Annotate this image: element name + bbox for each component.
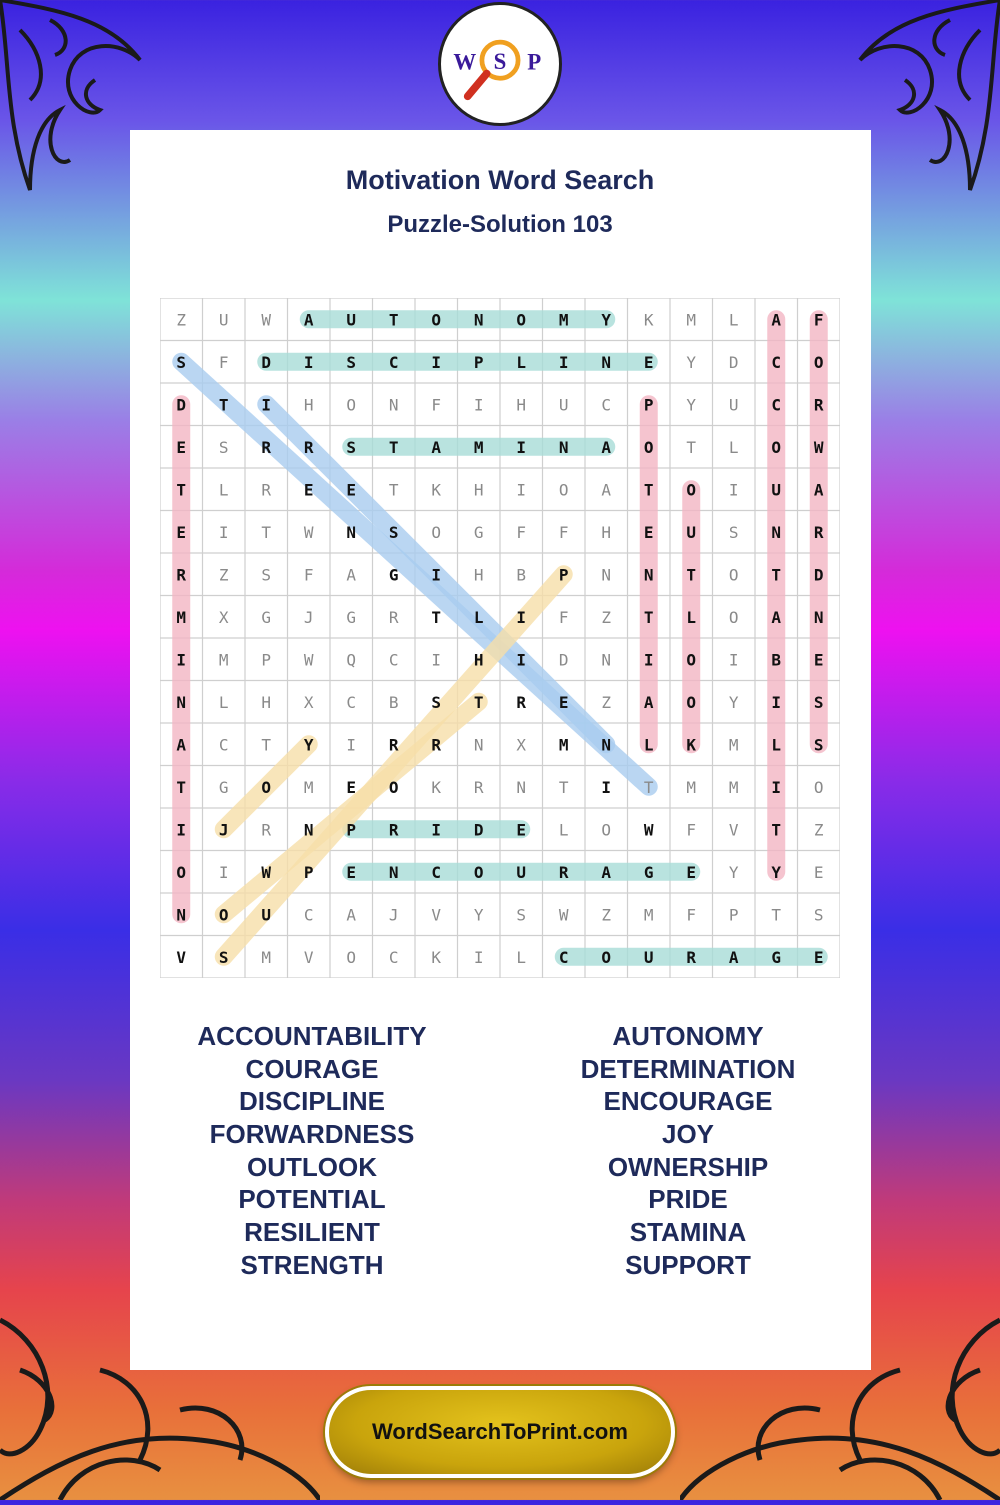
grid-cell-letter[interactable]: N — [601, 352, 612, 372]
grid-cell-letter[interactable]: D — [261, 352, 272, 372]
word-list-item: POTENTIAL — [238, 1184, 386, 1215]
grid-cell-letter[interactable]: W — [303, 650, 314, 670]
grid-cell-letter[interactable]: W — [558, 905, 569, 925]
grid-cell-letter[interactable]: A — [601, 437, 612, 457]
word-list-item: ACCOUNTABILITY — [197, 1021, 427, 1051]
word-list-item: JOY — [661, 1119, 715, 1150]
grid-cell-letter[interactable]: E — [346, 862, 357, 882]
grid-cell-letter[interactable]: L — [686, 607, 697, 627]
grid-cell-letter[interactable]: P — [728, 905, 739, 925]
grid-cell-letter[interactable]: T — [643, 480, 654, 500]
grid-cell-letter[interactable]: L — [473, 607, 484, 627]
word-list-item: DETERMINATION — [580, 1053, 796, 1084]
grid-cell-letter[interactable]: I — [771, 692, 782, 712]
grid-cell-letter[interactable]: V — [303, 947, 314, 967]
grid-cell-letter[interactable]: O — [218, 905, 229, 925]
grid-cell-letter[interactable]: E — [643, 352, 654, 372]
grid-cell-letter[interactable]: Y — [686, 352, 697, 372]
grid-cell-letter[interactable]: A — [813, 480, 824, 500]
grid-cell-letter[interactable]: M — [176, 607, 187, 627]
grid-cell-letter[interactable]: N — [516, 777, 527, 797]
grid-cell-letter[interactable]: G — [473, 522, 484, 542]
grid-cell-letter[interactable]: M — [473, 437, 484, 457]
grid-cell-letter[interactable]: S — [516, 905, 527, 925]
grid-cell-letter[interactable]: T — [771, 820, 782, 840]
grid-cell-letter[interactable]: H — [261, 692, 272, 712]
grid-cell-letter[interactable]: N — [473, 735, 484, 755]
grid-cell-letter[interactable]: T — [388, 310, 399, 330]
grid-cell-letter[interactable]: Z — [176, 310, 187, 330]
grid-cell-letter[interactable]: A — [643, 692, 654, 712]
grid-cell-letter[interactable]: E — [558, 692, 569, 712]
grid-cell-letter[interactable]: X — [218, 607, 229, 627]
grid-cell-letter[interactable]: R — [558, 862, 569, 882]
word-list-item: COURAGE — [245, 1053, 379, 1084]
grid-cell-letter[interactable]: E — [303, 480, 314, 500]
grid-cell-letter[interactable]: D — [473, 820, 484, 840]
grid-cell-letter[interactable]: Z — [601, 905, 612, 925]
grid-cell-letter[interactable]: O — [516, 310, 527, 330]
grid-cell-letter[interactable]: M — [643, 905, 654, 925]
grid-cell-letter[interactable]: L — [728, 437, 739, 457]
page-title: Motivation Word Search — [345, 165, 655, 195]
grid-cell-letter[interactable]: P — [558, 565, 569, 585]
page-subtitle: Puzzle-Solution 103 — [387, 211, 613, 238]
grid-cell-letter[interactable]: X — [303, 692, 314, 712]
grid-cell-letter[interactable]: T — [261, 735, 272, 755]
grid-cell-letter[interactable]: T — [686, 437, 697, 457]
grid-cell-letter[interactable]: U — [346, 310, 357, 330]
svg-text:S: S — [493, 48, 507, 74]
grid-cell-letter[interactable]: L — [728, 310, 739, 330]
grid-cell-letter[interactable]: R — [813, 395, 824, 415]
grid-cell-letter[interactable]: M — [303, 777, 314, 797]
grid-cell-letter[interactable]: F — [686, 905, 697, 925]
grid-cell-letter[interactable]: S — [813, 735, 824, 755]
word-list-item: DISCIPLINE — [239, 1086, 385, 1117]
grid-cell-letter[interactable]: J — [303, 607, 314, 627]
grid-cell-letter[interactable]: C — [346, 692, 357, 712]
grid-cell-letter[interactable]: I — [728, 650, 739, 670]
grid-cell-letter[interactable]: C — [218, 735, 229, 755]
grid-cell-letter[interactable]: I — [431, 565, 442, 585]
grid-cell-letter[interactable]: V — [176, 947, 187, 967]
svg-text:W: W — [453, 49, 477, 75]
grid-cell-letter[interactable]: Y — [771, 862, 782, 882]
grid-cell-letter[interactable]: I — [516, 650, 527, 670]
grid-cell-letter[interactable]: E — [346, 777, 357, 797]
grid-cell-letter[interactable]: Y — [728, 862, 739, 882]
grid-cell-letter[interactable]: K — [686, 735, 697, 755]
grid-cell-letter[interactable]: R — [261, 820, 272, 840]
grid-cell-letter[interactable]: S — [218, 947, 229, 967]
grid-cell-letter[interactable]: T — [771, 905, 782, 925]
grid-cell-letter[interactable]: L — [218, 480, 229, 500]
grid-cell-letter[interactable]: T — [686, 565, 697, 585]
grid-cell-letter[interactable]: R — [303, 437, 314, 457]
svg-text:P: P — [527, 49, 542, 75]
grid-cell-letter[interactable]: M — [686, 310, 697, 330]
grid-cell-letter[interactable]: T — [473, 692, 484, 712]
grid-cell-letter[interactable]: W — [813, 437, 824, 457]
word-list-item: PRIDE — [648, 1184, 728, 1215]
grid-cell-letter[interactable]: L — [558, 820, 569, 840]
grid-cell-letter[interactable]: N — [601, 650, 612, 670]
grid-cell-letter[interactable]: Q — [346, 650, 357, 670]
grid-cell-letter[interactable]: A — [431, 437, 442, 457]
word-list-item: OUTLOOK — [247, 1151, 377, 1182]
grid-cell-letter[interactable]: N — [601, 565, 612, 585]
word-list-item: ENCOURAGE — [603, 1086, 773, 1117]
grid-cell-letter[interactable]: D — [813, 565, 824, 585]
grid-cell-letter[interactable]: O — [813, 777, 824, 797]
grid-cell-letter[interactable]: A — [346, 565, 357, 585]
grid-cell-letter[interactable]: S — [218, 437, 229, 457]
grid-cell-letter[interactable]: L — [218, 692, 229, 712]
grid-cell-letter[interactable]: F — [218, 352, 229, 372]
grid-cell-letter[interactable]: M — [558, 735, 569, 755]
grid-cell-letter[interactable]: C — [771, 352, 782, 372]
grid-cell-letter[interactable]: L — [643, 735, 654, 755]
grid-cell-letter[interactable]: T — [176, 480, 187, 500]
word-list-item: STAMINA — [629, 1217, 747, 1248]
grid-cell-letter[interactable]: M — [218, 650, 229, 670]
grid-cell-letter[interactable]: C — [303, 905, 314, 925]
grid-cell-letter[interactable]: H — [473, 480, 484, 500]
grid-cell-letter[interactable]: C — [431, 862, 442, 882]
grid-cell-letter[interactable]: H — [516, 395, 527, 415]
grid-cell-letter[interactable]: S — [813, 692, 824, 712]
grid-cell-letter[interactable]: R — [686, 947, 697, 967]
grid-cell-letter[interactable]: F — [558, 607, 569, 627]
grid-cell-letter[interactable]: G — [771, 947, 782, 967]
grid-cell-letter[interactable]: T — [261, 522, 272, 542]
grid-cell-letter[interactable]: F — [686, 820, 697, 840]
grid-cell-letter[interactable]: O — [558, 480, 569, 500]
grid-cell-letter[interactable]: I — [218, 862, 229, 882]
grid-cell-letter[interactable]: Y — [473, 905, 484, 925]
grid-cell-letter[interactable]: O — [771, 437, 782, 457]
grid-cell-letter[interactable]: N — [558, 437, 569, 457]
grid-cell-letter[interactable]: A — [771, 310, 782, 330]
grid-cell-letter[interactable]: I — [473, 947, 484, 967]
word-list-item: FORWARDNESS — [209, 1119, 415, 1150]
word-list-item: RESILIENT — [244, 1217, 380, 1248]
grid-cell-letter[interactable]: I — [303, 352, 314, 372]
grid-cell-letter[interactable]: T — [218, 395, 229, 415]
grid-cell-letter[interactable]: E — [813, 862, 824, 882]
grid-cell-letter[interactable]: W — [643, 820, 654, 840]
grid-cell-letter[interactable]: I — [601, 777, 612, 797]
grid-cell-letter[interactable]: I — [431, 650, 442, 670]
grid-cell-letter[interactable]: W — [261, 310, 272, 330]
grid-cell-letter[interactable]: I — [218, 522, 229, 542]
grid-cell-letter[interactable]: O — [728, 607, 739, 627]
grid-cell-letter[interactable]: Z — [601, 692, 612, 712]
grid-cell-letter[interactable]: N — [813, 607, 824, 627]
grid-cell-letter[interactable]: A — [601, 480, 612, 500]
grid-cell-letter[interactable]: I — [516, 480, 527, 500]
grid-cell-letter[interactable]: A — [346, 905, 357, 925]
grid-cell-letter[interactable]: R — [261, 437, 272, 457]
grid-cell-letter[interactable]: H — [473, 565, 484, 585]
grid-cell-letter[interactable]: N — [346, 522, 357, 542]
grid-cell-letter[interactable]: T — [388, 437, 399, 457]
grid-cell-letter[interactable]: F — [303, 565, 314, 585]
grid-cell-letter[interactable]: T — [643, 607, 654, 627]
grid-cell-letter[interactable]: U — [218, 310, 229, 330]
grid-cell-letter[interactable]: P — [473, 352, 484, 372]
website-link-button[interactable] — [325, 1386, 675, 1478]
grid-cell-letter[interactable]: R — [176, 565, 187, 585]
grid-cell-letter[interactable]: O — [431, 522, 442, 542]
grid-cell-letter[interactable]: A — [303, 310, 314, 330]
word-list-right — [508, 1020, 868, 1282]
word-list-item: AUTONOMY — [612, 1021, 764, 1051]
grid-cell-letter[interactable]: U — [643, 947, 654, 967]
grid-cell-letter[interactable]: O — [643, 437, 654, 457]
grid-cell-letter[interactable]: E — [643, 522, 654, 542]
grid-cell-letter[interactable]: U — [728, 395, 739, 415]
grid-cell-letter[interactable]: I — [643, 650, 654, 670]
grid-cell-letter[interactable]: K — [431, 777, 442, 797]
grid-cell-letter[interactable]: S — [261, 565, 272, 585]
grid-cell-letter[interactable]: O — [601, 947, 612, 967]
grid-cell-letter[interactable]: M — [728, 777, 739, 797]
grid-cell-letter[interactable]: N — [303, 820, 314, 840]
grid-cell-letter[interactable]: S — [813, 905, 824, 925]
grid-cell-letter[interactable]: D — [728, 352, 739, 372]
grid-cell-letter[interactable]: P — [303, 862, 314, 882]
grid-cell-letter[interactable]: B — [771, 650, 782, 670]
grid-cell-letter[interactable]: O — [176, 862, 187, 882]
grid-cell-letter[interactable]: R — [388, 735, 399, 755]
grid-cell-letter[interactable]: Z — [218, 565, 229, 585]
grid-cell-letter[interactable]: R — [388, 820, 399, 840]
grid-cell-letter[interactable]: E — [176, 522, 187, 542]
grid-cell-letter[interactable]: T — [388, 480, 399, 500]
grid-cell-letter[interactable]: A — [601, 862, 612, 882]
grid-cell-letter[interactable]: O — [686, 480, 697, 500]
grid-cell-letter[interactable]: I — [431, 352, 442, 372]
grid-cell-letter[interactable]: Y — [686, 395, 697, 415]
word-list-item: OWNERSHIP — [607, 1151, 769, 1182]
grid-cell-letter[interactable]: F — [558, 522, 569, 542]
grid-cell-letter[interactable]: S — [346, 352, 357, 372]
grid-cell-letter[interactable]: B — [516, 565, 527, 585]
grid-cell-letter[interactable]: I — [558, 352, 569, 372]
word-list-item: SUPPORT — [625, 1249, 751, 1280]
grid-cell-letter[interactable]: I — [346, 735, 357, 755]
grid-cell-letter[interactable]: N — [176, 692, 187, 712]
grid-cell-letter[interactable]: V — [728, 820, 739, 840]
grid-cell-letter[interactable]: I — [261, 395, 272, 415]
grid-cell-letter[interactable]: H — [473, 650, 484, 670]
grid-cell-letter[interactable]: Y — [303, 735, 314, 755]
grid-cell-letter[interactable]: O — [388, 777, 399, 797]
grid-cell-letter[interactable]: Z — [601, 607, 612, 627]
grid-cell-letter[interactable]: N — [473, 310, 484, 330]
grid-cell-letter[interactable]: T — [431, 607, 442, 627]
grid-cell-letter[interactable]: M — [686, 777, 697, 797]
grid-cell-letter[interactable]: E — [176, 437, 187, 457]
grid-cell-letter[interactable]: O — [728, 565, 739, 585]
grid-cell-letter[interactable]: M — [728, 735, 739, 755]
grid-cell-letter[interactable]: C — [388, 650, 399, 670]
grid-cell-letter[interactable]: T — [643, 777, 654, 797]
grid-cell-letter[interactable]: K — [643, 310, 654, 330]
grid-cell-letter[interactable]: O — [431, 310, 442, 330]
grid-cell-letter[interactable]: H — [303, 395, 314, 415]
grid-cell-letter[interactable]: Y — [601, 310, 612, 330]
grid-cell-letter[interactable]: G — [388, 565, 399, 585]
grid-cell-letter[interactable]: S — [728, 522, 739, 542]
grid-cell-letter[interactable]: S — [176, 352, 187, 372]
grid-cell-letter[interactable]: R — [431, 735, 442, 755]
grid-cell-letter[interactable]: L — [771, 735, 782, 755]
grid-cell-letter[interactable]: O — [261, 777, 272, 797]
letter-grid[interactable] — [160, 298, 840, 978]
grid-cell-letter[interactable]: D — [176, 395, 187, 415]
grid-cell-letter[interactable]: I — [728, 480, 739, 500]
grid-cell-letter[interactable]: R — [813, 522, 824, 542]
grid-cell-letter[interactable]: N — [601, 735, 612, 755]
grid-cell-letter[interactable]: W — [261, 862, 272, 882]
grid-cell-letter[interactable]: N — [643, 565, 654, 585]
grid-cell-letter[interactable]: I — [516, 607, 527, 627]
grid-cell-letter[interactable]: U — [516, 862, 527, 882]
grid-cell-letter[interactable]: J — [218, 820, 229, 840]
grid-cell-letter[interactable]: C — [558, 947, 569, 967]
grid-cell-letter[interactable]: R — [473, 777, 484, 797]
grid-cell-letter[interactable]: X — [516, 735, 527, 755]
grid-cell-letter[interactable]: O — [686, 650, 697, 670]
grid-cell-letter[interactable]: P — [261, 650, 272, 670]
website-link-label: WordSearchToPrint.com — [372, 1419, 628, 1444]
grid-cell-letter[interactable]: J — [388, 905, 399, 925]
grid-cell-letter[interactable]: T — [558, 777, 569, 797]
grid-cell-letter[interactable]: O — [686, 692, 697, 712]
grid-cell-letter[interactable]: D — [558, 650, 569, 670]
grid-cell-letter[interactable]: O — [473, 862, 484, 882]
grid-cell-letter[interactable]: C — [771, 395, 782, 415]
grid-cell-letter[interactable]: P — [346, 820, 357, 840]
grid-cell-letter[interactable]: S — [346, 437, 357, 457]
grid-cell-letter[interactable]: K — [431, 947, 442, 967]
grid-cell-letter[interactable]: I — [516, 437, 527, 457]
word-list-item: STRENGTH — [240, 1249, 384, 1280]
grid-cell-letter[interactable]: F — [516, 522, 527, 542]
grid-cell-letter[interactable]: W — [303, 522, 314, 542]
grid-cell-letter[interactable]: Y — [728, 692, 739, 712]
grid-cell-letter[interactable]: N — [771, 522, 782, 542]
grid-cell-letter[interactable]: E — [813, 650, 824, 670]
grid-cell-letter[interactable]: N — [176, 905, 187, 925]
grid-cell-letter[interactable]: A — [728, 947, 739, 967]
grid-cell-letter[interactable]: M — [558, 310, 569, 330]
grid-cell-letter[interactable]: T — [771, 565, 782, 585]
grid-cell-letter[interactable]: O — [346, 947, 357, 967]
grid-cell-letter[interactable]: K — [431, 480, 442, 500]
grid-cell-letter[interactable]: G — [261, 607, 272, 627]
grid-cell-letter[interactable]: C — [388, 352, 399, 372]
grid-cell-letter[interactable]: P — [643, 395, 654, 415]
grid-cell-letter[interactable]: G — [346, 607, 357, 627]
grid-cell-letter[interactable]: C — [388, 947, 399, 967]
grid-cell-letter[interactable]: I — [431, 820, 442, 840]
grid-cell-letter[interactable]: S — [388, 522, 399, 542]
grid-cell-letter[interactable]: E — [346, 480, 357, 500]
grid-cell-letter[interactable]: N — [388, 395, 399, 415]
grid-cell-letter[interactable]: I — [176, 650, 187, 670]
grid-cell-letter[interactable]: O — [601, 820, 612, 840]
grid-cell-letter[interactable]: B — [388, 692, 399, 712]
grid-cell-letter[interactable]: U — [261, 905, 272, 925]
grid-cell-letter[interactable]: I — [771, 777, 782, 797]
site-logo[interactable] — [438, 2, 562, 126]
grid-cell-letter[interactable]: V — [431, 905, 442, 925]
grid-cell-letter[interactable]: L — [516, 947, 527, 967]
grid-cell-letter[interactable]: E — [686, 862, 697, 882]
grid-cell-letter[interactable]: T — [176, 777, 187, 797]
grid-cell-letter[interactable]: I — [473, 395, 484, 415]
grid-cell-letter[interactable]: H — [601, 522, 612, 542]
grid-cell-letter[interactable]: O — [346, 395, 357, 415]
grid-cell-letter[interactable]: U — [771, 480, 782, 500]
grid-cell-letter[interactable]: A — [771, 607, 782, 627]
grid-cell-letter[interactable]: R — [516, 692, 527, 712]
grid-cell-letter[interactable]: I — [176, 820, 187, 840]
grid-cell-letter[interactable]: R — [388, 607, 399, 627]
grid-cell-letter[interactable]: F — [813, 310, 824, 330]
word-list-left — [132, 1020, 492, 1282]
grid-cell-letter[interactable]: L — [516, 352, 527, 372]
grid-cell-letter[interactable]: O — [813, 352, 824, 372]
grid-cell-letter[interactable]: U — [558, 395, 569, 415]
grid-cell-letter[interactable]: G — [643, 862, 654, 882]
grid-cell-letter[interactable]: Z — [813, 820, 824, 840]
grid-cell-letter[interactable]: G — [218, 777, 229, 797]
grid-cell-letter[interactable]: F — [431, 395, 442, 415]
grid-cell-letter[interactable]: M — [261, 947, 272, 967]
grid-cell-letter[interactable]: A — [176, 735, 187, 755]
grid-cell-letter[interactable]: E — [813, 947, 824, 967]
grid-cell-letter[interactable]: N — [388, 862, 399, 882]
grid-cell-letter[interactable]: C — [601, 395, 612, 415]
grid-cell-letter[interactable]: E — [516, 820, 527, 840]
grid-cell-letter[interactable]: S — [431, 692, 442, 712]
grid-cell-letter[interactable]: U — [686, 522, 697, 542]
grid-cell-letter[interactable]: R — [261, 480, 272, 500]
